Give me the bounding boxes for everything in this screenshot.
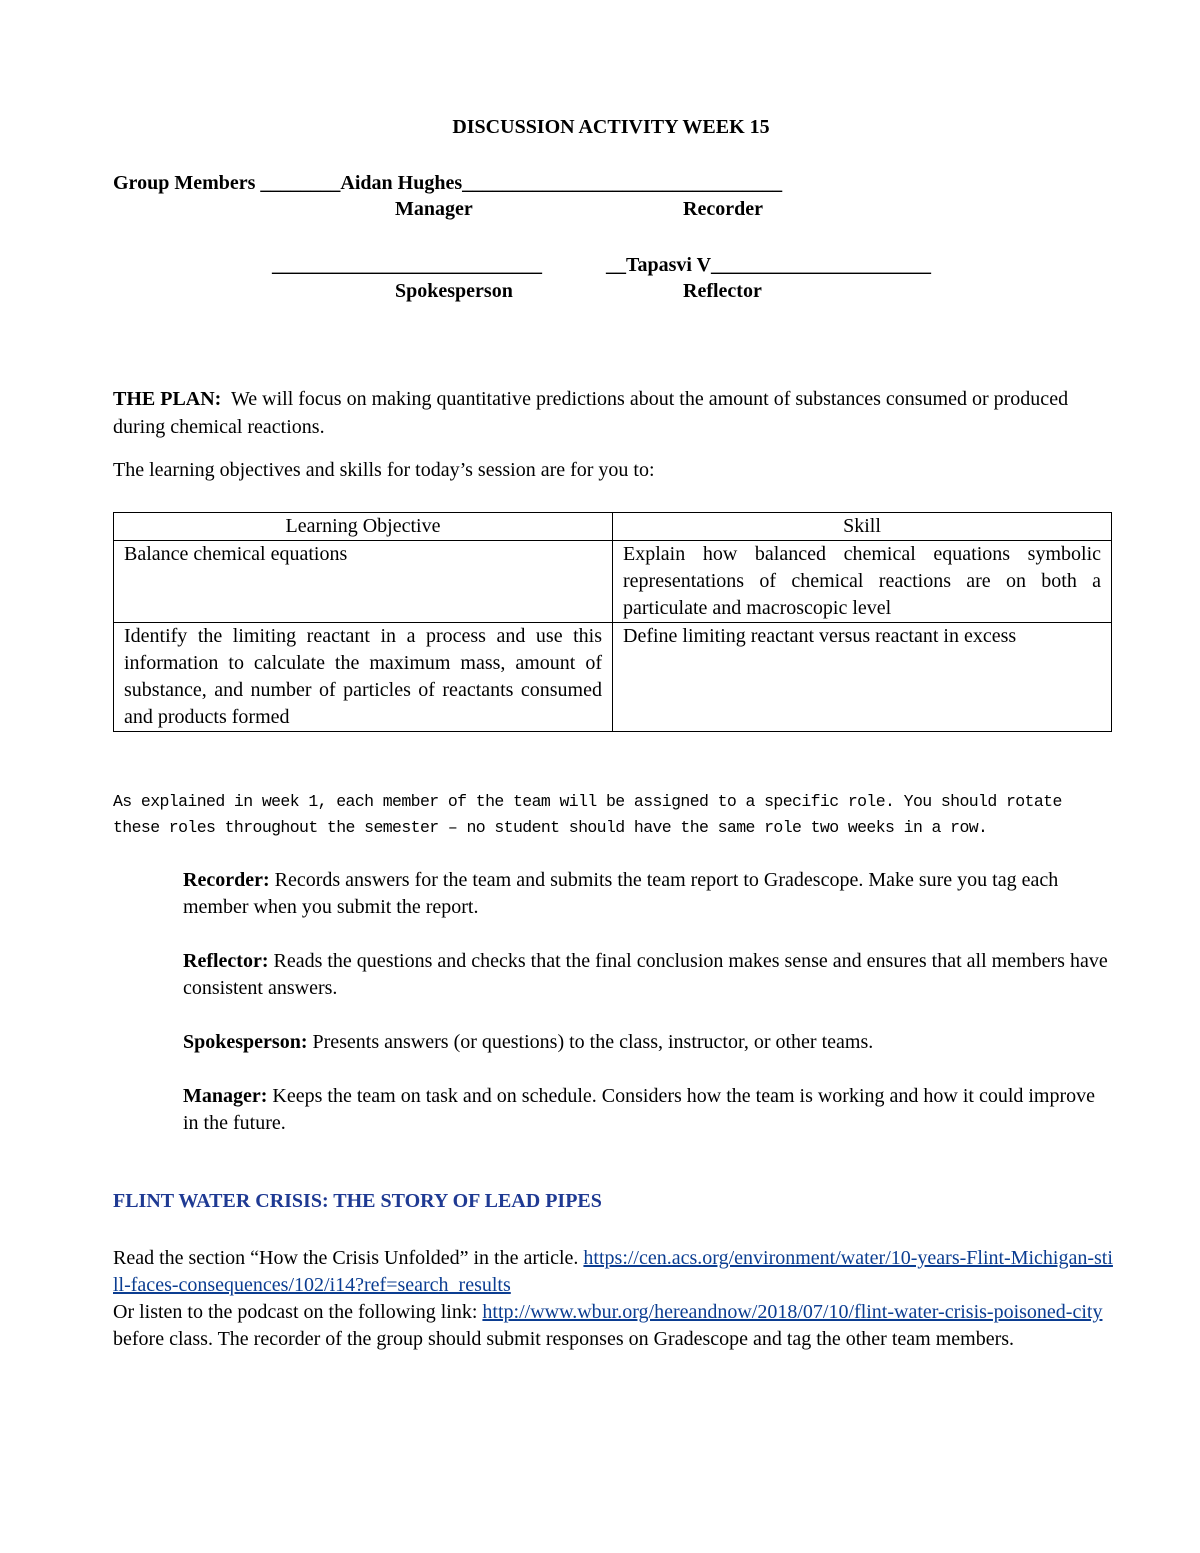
role-name: Reflector: — [183, 950, 269, 972]
role-name: Recorder: — [183, 869, 270, 891]
reading-text-2: Or listen to the podcast on the following link: — [113, 1301, 478, 1323]
roles-intro: As explained in week 1, each member of the team will be assigned to a specific role. You should rotate these roles throughout the semester – no student should have the same role two weeks in a row. — [113, 792, 1062, 837]
table-row — [114, 541, 1112, 623]
plan-label: THE PLAN: — [113, 388, 222, 410]
skill-cell: Define limiting reactant versus reactant in excess — [613, 623, 1112, 732]
objective-cell: Identify the limiting reactant in a process and use this information to calculate the maximum mass, amount of substance, and number of particles of reactants consumed and products formed — [114, 623, 613, 732]
role-name: Manager: — [183, 1085, 268, 1107]
article-link[interactable]: https://cen.acs.org/environment/water/10-years-Flint-Michigan-still-faces-consequences/102/i14?ref=search_results — [113, 1247, 1113, 1296]
role-description: Reads the questions and checks that the final conclusion makes sense and ensures that all members have consistent answers. — [183, 950, 1108, 999]
reading-text-1: Read the section “How the Crisis Unfolded” in the article. — [113, 1247, 579, 1269]
role-name: Spokesperson: — [183, 1031, 308, 1053]
plan-text: We will focus on making quantitative predictions about the amount of substances consumed or produced during chemical reactions. — [113, 388, 1069, 438]
objectives-table — [113, 512, 1112, 732]
role-reflector — [183, 948, 1113, 1002]
role-description: Presents answers (or questions) to the class, instructor, or other teams. — [312, 1031, 874, 1053]
group-members-line — [113, 170, 782, 196]
role-spokesperson — [183, 1029, 1113, 1056]
objectives-intro: The learning objectives and skills for today’s session are for you to: — [113, 459, 655, 481]
header-learning-objective: Learning Objective — [114, 513, 613, 541]
manager-name-line: ________Aidan Hughes________________________________ — [260, 172, 783, 194]
role-label-spokesperson: Spokesperson — [395, 280, 513, 302]
reading-text-3: before class. The recorder of the group should submit responses on Gradescope and tag the other team members. — [113, 1328, 1015, 1350]
spokesperson-name-line: ___________________________ — [272, 254, 542, 276]
skill-cell: Explain how balanced chemical equations symbolic representations of chemical reactions are on both a particulate and macroscopic level — [613, 541, 1112, 623]
flint-heading: FLINT WATER CRISIS: THE STORY OF LEAD PIPES — [113, 1190, 602, 1212]
table-header-row — [114, 513, 1112, 541]
objective-cell: Balance chemical equations — [114, 541, 613, 623]
podcast-link[interactable]: http://www.wbur.org/hereandnow/2018/07/10/flint-water-crisis-poisoned-city — [482, 1301, 1103, 1323]
role-description: Keeps the team on task and on schedule. Considers how the team is working and how it could improve in the future. — [183, 1085, 1096, 1134]
reading-paragraph — [113, 1245, 1113, 1353]
role-label-reflector: Reflector — [683, 280, 762, 302]
header-skill: Skill — [613, 513, 1112, 541]
group-members-label: Group Members — [113, 172, 256, 194]
role-label-manager: Manager — [395, 198, 473, 220]
role-label-recorder: Recorder — [683, 198, 763, 220]
role-description: Records answers for the team and submits the team report to Gradescope. Make sure you tag each member when you submit the report. — [183, 869, 1059, 918]
page-title: DISCUSSION ACTIVITY WEEK 15 — [452, 116, 770, 138]
plan-paragraph — [113, 385, 1113, 441]
table-row — [114, 623, 1112, 732]
reflector-name-line: __Tapasvi V______________________ — [606, 254, 932, 276]
role-recorder — [183, 867, 1113, 921]
role-manager — [183, 1083, 1113, 1137]
